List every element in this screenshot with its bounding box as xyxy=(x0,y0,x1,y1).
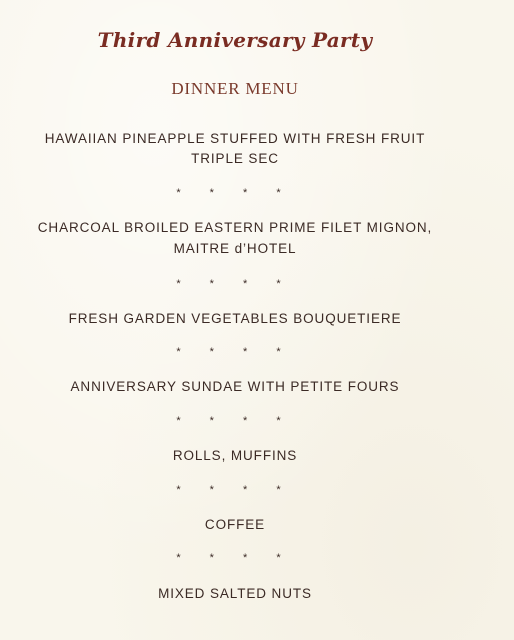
course-2-line-2: MAITRE d’HOTEL xyxy=(173,241,297,256)
course-6-line-1: COFFEE xyxy=(204,517,266,532)
course-1-line-1: HAWAIIAN PINEAPPLE STUFFED WITH FRESH FRUIT xyxy=(44,131,426,146)
party-title: Third Anniversary Party xyxy=(97,28,373,52)
separator-3: * * * * xyxy=(176,346,294,358)
separator-4: * * * * xyxy=(176,415,294,427)
course-1-line-2: TRIPLE SEC xyxy=(191,151,279,166)
separator-2: * * * * xyxy=(176,278,294,290)
course-5-line-1: ROLLS, MUFFINS xyxy=(172,448,298,463)
course-2-line-1: CHARCOAL BROILED EASTERN PRIME FILET MIGNON, xyxy=(37,220,433,235)
course-4-line-1: ANNIVERSARY SUNDAE WITH PETITE FOURS xyxy=(70,379,400,394)
separator-6: * * * * xyxy=(176,552,294,564)
course-7-line-1: MIXED SALTED NUTS xyxy=(158,586,312,601)
course-3-line-1: FRESH GARDEN VEGETABLES BOUQUETIERE xyxy=(68,311,402,326)
separator-5: * * * * xyxy=(176,484,294,496)
separator-1: * * * * xyxy=(176,187,294,199)
menu-heading: DINNER MENU xyxy=(171,79,299,98)
